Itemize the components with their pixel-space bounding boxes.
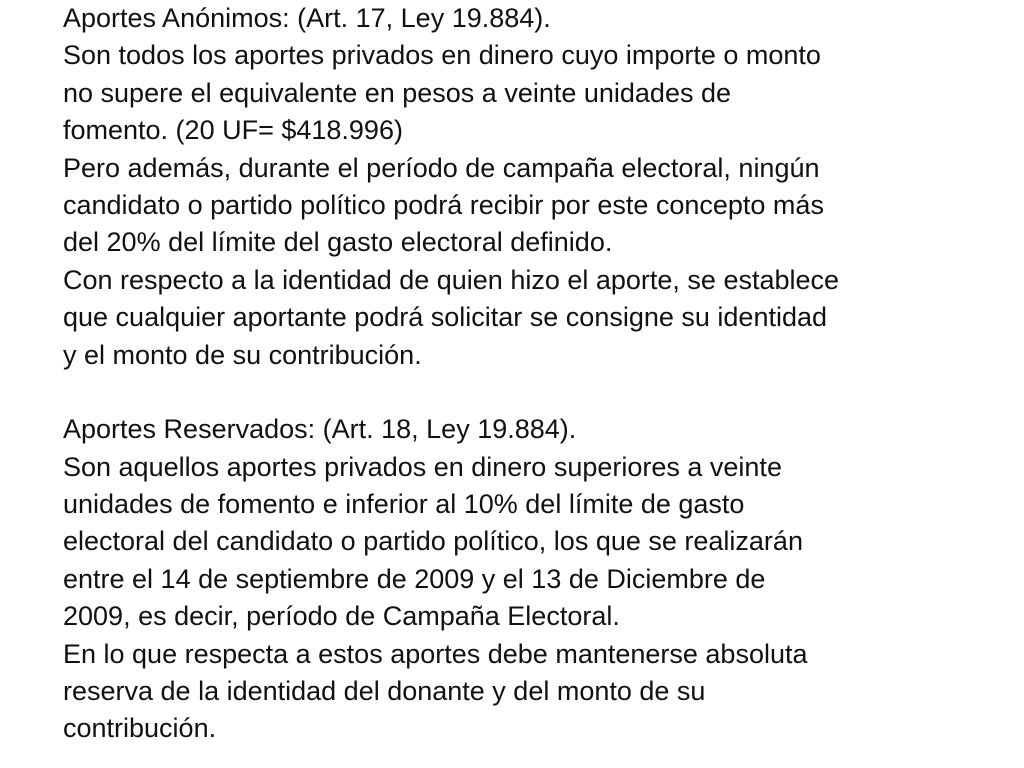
text-line: fomento. (20 UF= $418.996) [63, 115, 403, 146]
text-line: Con respecto a la identidad de quien hizo el aporte, se establece [63, 264, 840, 295]
text-line: electoral del candidato o partido político, los que se realizarán [63, 526, 803, 557]
text-line: En lo que respecta a estos aportes debe mantenerse absoluta [63, 638, 808, 669]
text-block [63, 0, 983, 748]
section-gap [63, 374, 983, 411]
text-line: candidato o partido político podrá recibir por este concepto más [63, 189, 824, 220]
section-reserved [63, 411, 983, 748]
text-line: Son aquellos aportes privados en dinero superiores a veinte [63, 451, 782, 482]
text-line: contribución. [63, 713, 217, 744]
section-heading: Aportes Anónimos: (Art. 17, Ley 19.884). [63, 3, 551, 33]
text-line: unidades de fomento e inferior al 10% del límite de gasto [63, 489, 745, 520]
text-line: del 20% del límite del gasto electoral definido. [63, 227, 613, 258]
text-line: que cualquier aportante podrá solicitar se consigne su identidad [63, 302, 828, 333]
text-line: Son todos los aportes privados en dinero cuyo importe o monto [63, 40, 821, 71]
text-line: Pero además, durante el período de campaña electoral, ningún [63, 152, 820, 183]
text-line: no supere el equivalente en pesos a veinte unidades de [63, 77, 731, 108]
text-line: y el monto de su contribución. [63, 339, 422, 370]
text-line: reserva de la identidad del donante y del monto de su [63, 676, 706, 707]
section-heading: Aportes Reservados: (Art. 18, Ley 19.884). [63, 414, 577, 445]
text-line: entre el 14 de septiembre de 2009 y el 13 de Diciembre de [63, 563, 766, 594]
text-line: 2009, es decir, período de Campaña Electoral. [63, 601, 620, 632]
section-anonymous [63, 0, 983, 374]
